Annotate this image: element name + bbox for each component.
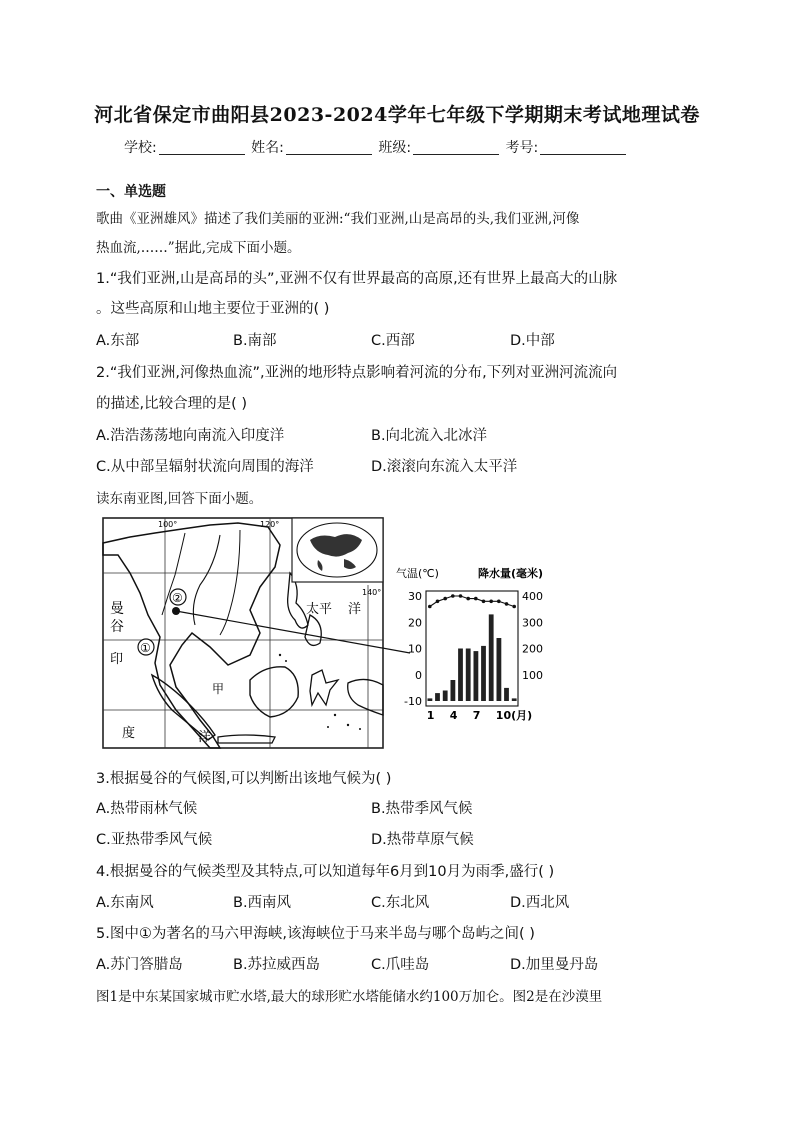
precip-tick-label: 100 (522, 668, 543, 682)
precip-ticks (522, 590, 543, 682)
precip-bar (504, 688, 509, 701)
q1-line2: 。这些高原和山地主要位于亚洲的( ) (96, 301, 330, 317)
southeast-asia-map (103, 518, 410, 748)
precip-tick-label: 300 (522, 616, 543, 630)
q3-option-c[interactable]: C.亚热带季风气候 (96, 832, 213, 848)
precip-bar (443, 691, 448, 702)
map-label-pacific-yang: 洋 (348, 602, 362, 617)
precip-bar (481, 646, 486, 701)
q4-option-a[interactable]: A.东南风 (96, 895, 154, 911)
temp-point (459, 594, 463, 598)
name-blank[interactable] (286, 140, 372, 155)
q2-option-c[interactable]: C.从中部呈辐射状流向周围的海洋 (96, 459, 314, 475)
precip-bar (435, 693, 440, 701)
x-tick-labels (427, 709, 532, 722)
figure-svg (100, 515, 548, 753)
temp-point (497, 600, 501, 604)
q2-option-b[interactable]: B.向北流入北冰洋 (371, 428, 488, 444)
exam-number-label: 考号: (505, 140, 539, 156)
precip-tick-label: 400 (522, 590, 543, 603)
exam-number-blank[interactable] (540, 140, 626, 155)
name-label: 姓名: (251, 140, 284, 156)
x-tick-label: 1 (426, 709, 435, 722)
q5-option-c[interactable]: C.爪哇岛 (371, 957, 430, 973)
lon-100-label: 100° (158, 520, 178, 529)
map-label-yin: 印 (110, 652, 124, 667)
q2-line1: 2.“我们亚洲,河像热血流”,亚洲的地形特点影响着河流的分布,下列对亚洲河流流向 (96, 365, 618, 381)
q3-option-d[interactable]: D.热带草原气候 (371, 832, 474, 848)
lon-140-label: 140° (362, 588, 382, 597)
temp-point (482, 600, 486, 604)
x-tick-label: 7 (472, 709, 481, 722)
q5-option-b[interactable]: B.苏拉威西岛 (233, 957, 321, 973)
q4-option-d[interactable]: D.西北风 (510, 895, 570, 911)
x-tick-label: 4 (449, 709, 458, 722)
q4-line: 4.根据曼谷的气候类型及其特点,可以知道每年6月到10月为雨季,盛行( ) (96, 864, 555, 880)
q1-option-a[interactable]: A.东部 (96, 333, 140, 349)
q3-line: 3.根据曼谷的气候图,可以判断出该地气候为( ) (96, 771, 392, 787)
temp-point (428, 605, 432, 609)
temp-point (451, 594, 455, 598)
class-blank[interactable] (413, 140, 499, 155)
bangkok-climate-chart (396, 566, 543, 722)
precip-bar (489, 614, 494, 701)
temp-tick-label: 0 (415, 668, 422, 682)
temp-tick-label: -10 (404, 695, 422, 708)
temp-tick-label: 30 (408, 590, 422, 603)
temp-point (505, 602, 509, 606)
precip-bar (466, 649, 471, 702)
marker-1-label: ① (140, 641, 151, 655)
map-label-pacific: 太平 (306, 602, 333, 617)
q5-option-d[interactable]: D.加里曼丹岛 (510, 957, 599, 973)
q1-line1: 1.“我们亚洲,山是高昂的头”,亚洲不仅有世界最高的高原,还有世界上最高大的山脉 (96, 271, 618, 287)
temp-tick-label: 20 (408, 616, 422, 630)
temp-point (443, 597, 447, 601)
intro1-line2: 热血流,……”据此,完成下面小题。 (96, 240, 301, 256)
map-label-man: 曼 (110, 601, 124, 617)
precip-tick-label: 200 (522, 642, 543, 656)
temp-point (474, 597, 478, 601)
map-label-gu: 谷 (110, 619, 124, 635)
page-title: 河北省保定市曲阳县2023-2024学年七年级下学期期末考试地理试卷 (94, 104, 700, 126)
map-label-jia: 甲 (212, 682, 225, 696)
q1-option-c[interactable]: C.西部 (371, 333, 415, 349)
q2-line2: 的描述,比较合理的是( ) (96, 396, 248, 412)
q2-option-a[interactable]: A.浩浩荡荡地向南流入印度洋 (96, 428, 285, 444)
intro1-line1: 歌曲《亚洲雄风》描述了我们美丽的亚洲:“我们亚洲,山是高昂的头,我们亚洲,河像 (96, 211, 580, 227)
map-label-du: 度 (122, 726, 136, 741)
q4-option-b[interactable]: B.西南风 (233, 895, 292, 911)
section-heading: 一、单选题 (96, 184, 166, 200)
marker-2-label: ② (172, 591, 183, 605)
southeast-asia-figure (100, 515, 548, 753)
precip-bar (451, 680, 456, 701)
precip-bar (428, 698, 433, 701)
temp-point (512, 605, 516, 609)
q4-option-c[interactable]: C.东北风 (371, 895, 430, 911)
temp-point (466, 597, 470, 601)
school-label: 学校: (124, 140, 157, 156)
q3-option-b[interactable]: B.热带季风气候 (371, 801, 473, 817)
q1-option-d[interactable]: D.中部 (510, 333, 555, 349)
intro3-line: 图1是中东某国家城市贮水塔,最大的球形贮水塔能储水约100万加仑。图2是在沙漠里 (96, 989, 603, 1005)
lon-120-label: 120° (260, 520, 280, 529)
q2-option-d[interactable]: D.滚滚向东流入太平洋 (371, 459, 518, 475)
precip-bar (497, 638, 502, 701)
temp-point (436, 600, 440, 604)
q3-option-a[interactable]: A.热带雨林气候 (96, 801, 198, 817)
map-label-yang: 洋 (198, 730, 212, 745)
temp-axis-label: 气温(℃) (396, 567, 439, 580)
temp-ticks (404, 590, 422, 708)
intro2-line: 读东南亚图,回答下面小题。 (96, 491, 263, 507)
temp-point (489, 600, 493, 604)
precip-axis-label: 降水量(毫米) (478, 567, 544, 580)
q5-option-a[interactable]: A.苏门答腊岛 (96, 957, 183, 973)
x-tick-label: 10(月) (495, 709, 533, 722)
precip-bar (474, 651, 479, 701)
class-label: 班级: (378, 140, 412, 156)
school-blank[interactable] (159, 140, 245, 155)
temp-tick-label: 10 (408, 642, 422, 656)
precip-bar (458, 649, 463, 702)
student-info-line (124, 137, 628, 157)
precip-bar (512, 698, 517, 701)
q1-option-b[interactable]: B.南部 (233, 333, 277, 349)
q5-line: 5.图中①为著名的马六甲海峡,该海峡位于马来半岛与哪个岛屿之间( ) (96, 926, 535, 942)
